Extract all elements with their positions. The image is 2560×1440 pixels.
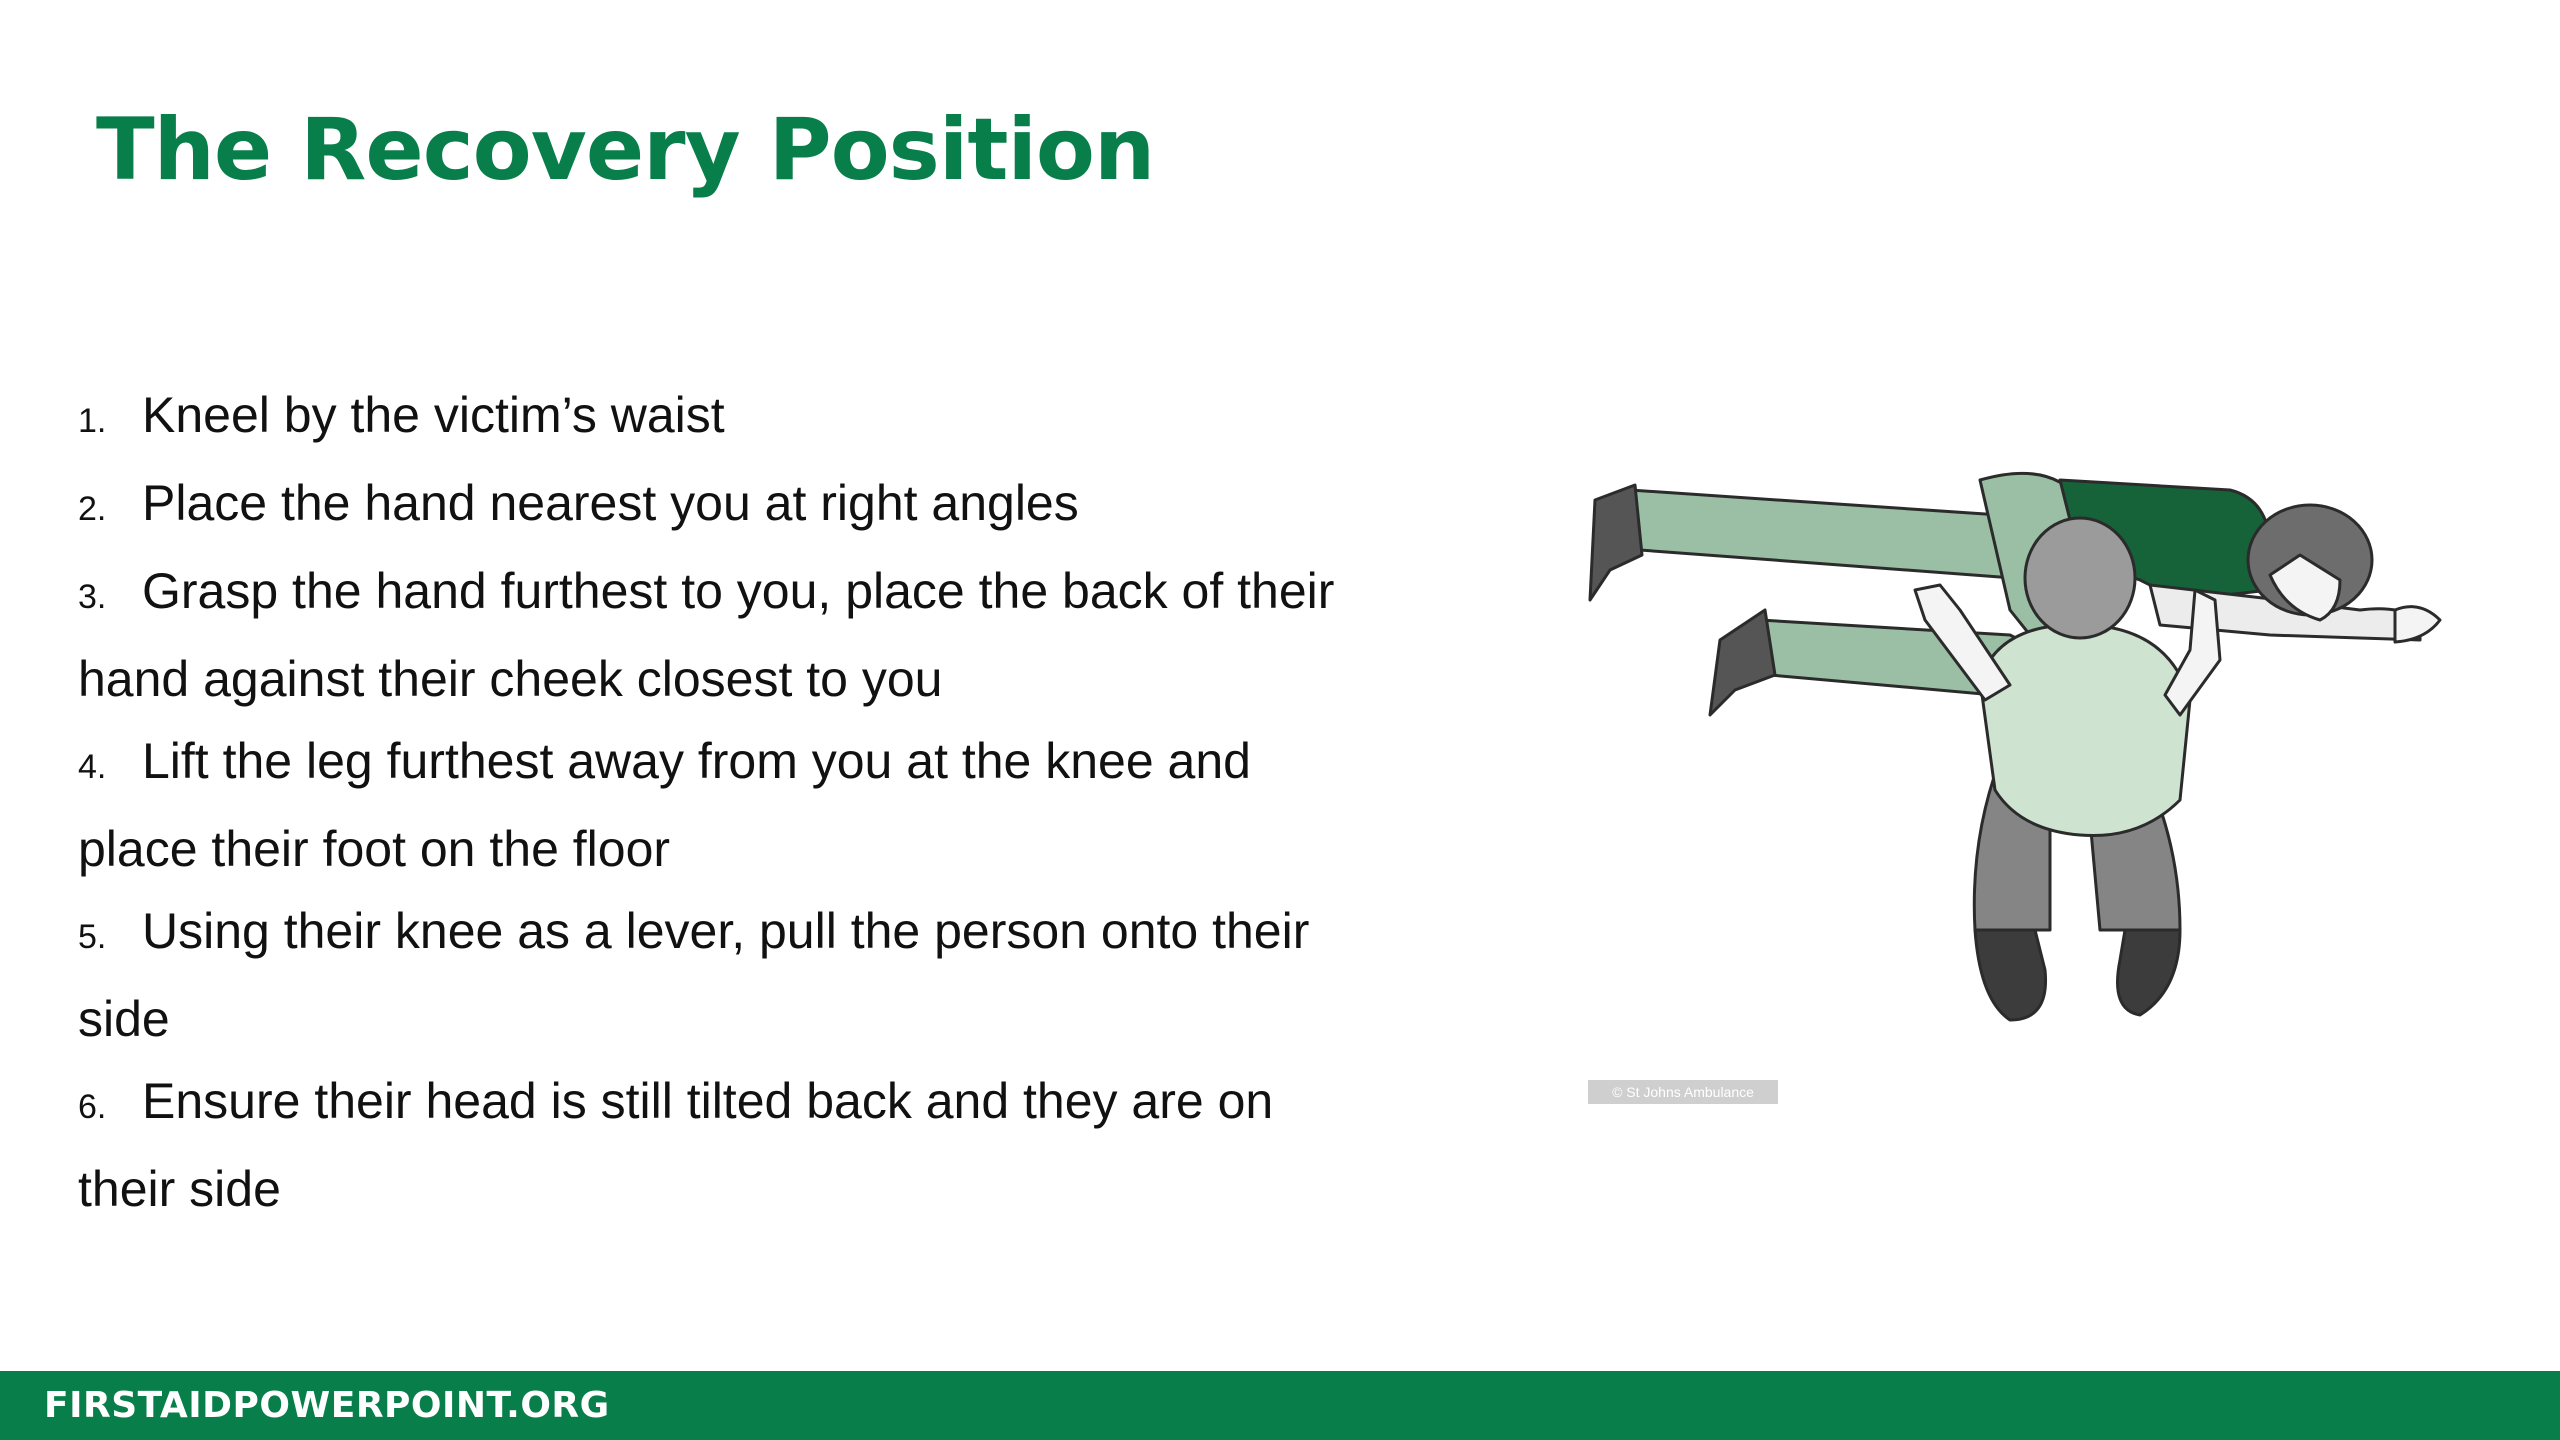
slide-title: The Recovery Position: [96, 100, 1155, 200]
step-text: Lift the leg furthest away from you at the knee and place their foot on the floor: [78, 733, 1251, 877]
step-item: [78, 550, 1378, 720]
step-item: [78, 462, 1378, 550]
step-text: Using their knee as a lever, pull the person onto their side: [78, 903, 1310, 1047]
step-text: Place the hand nearest you at right angles: [142, 475, 1079, 531]
footer-label: FIRSTAIDPOWERPOINT.ORG: [44, 1385, 610, 1426]
step-text: Grasp the hand furthest to you, place the back of their hand against their cheek closest to you: [78, 563, 1335, 707]
step-number: 4.: [78, 748, 107, 786]
step-number: 6.: [78, 1088, 107, 1126]
image-credit: © St Johns Ambulance: [1612, 1084, 1754, 1100]
step-item: [78, 890, 1378, 1060]
step-number: 2.: [78, 490, 107, 528]
step-item: [78, 1060, 1378, 1230]
step-number: 3.: [78, 578, 107, 616]
step-number: 5.: [78, 918, 107, 956]
step-text: Ensure their head is still tilted back and they are on their side: [78, 1073, 1274, 1217]
step-item: [78, 374, 1378, 462]
step-text: Kneel by the victim’s waist: [142, 387, 725, 443]
step-item: [78, 720, 1378, 890]
footer-bar: [0, 1371, 2560, 1440]
steps-list: [78, 374, 1378, 1230]
step-number: 1.: [78, 402, 107, 440]
recovery-position-illustration: [1580, 460, 2460, 1120]
